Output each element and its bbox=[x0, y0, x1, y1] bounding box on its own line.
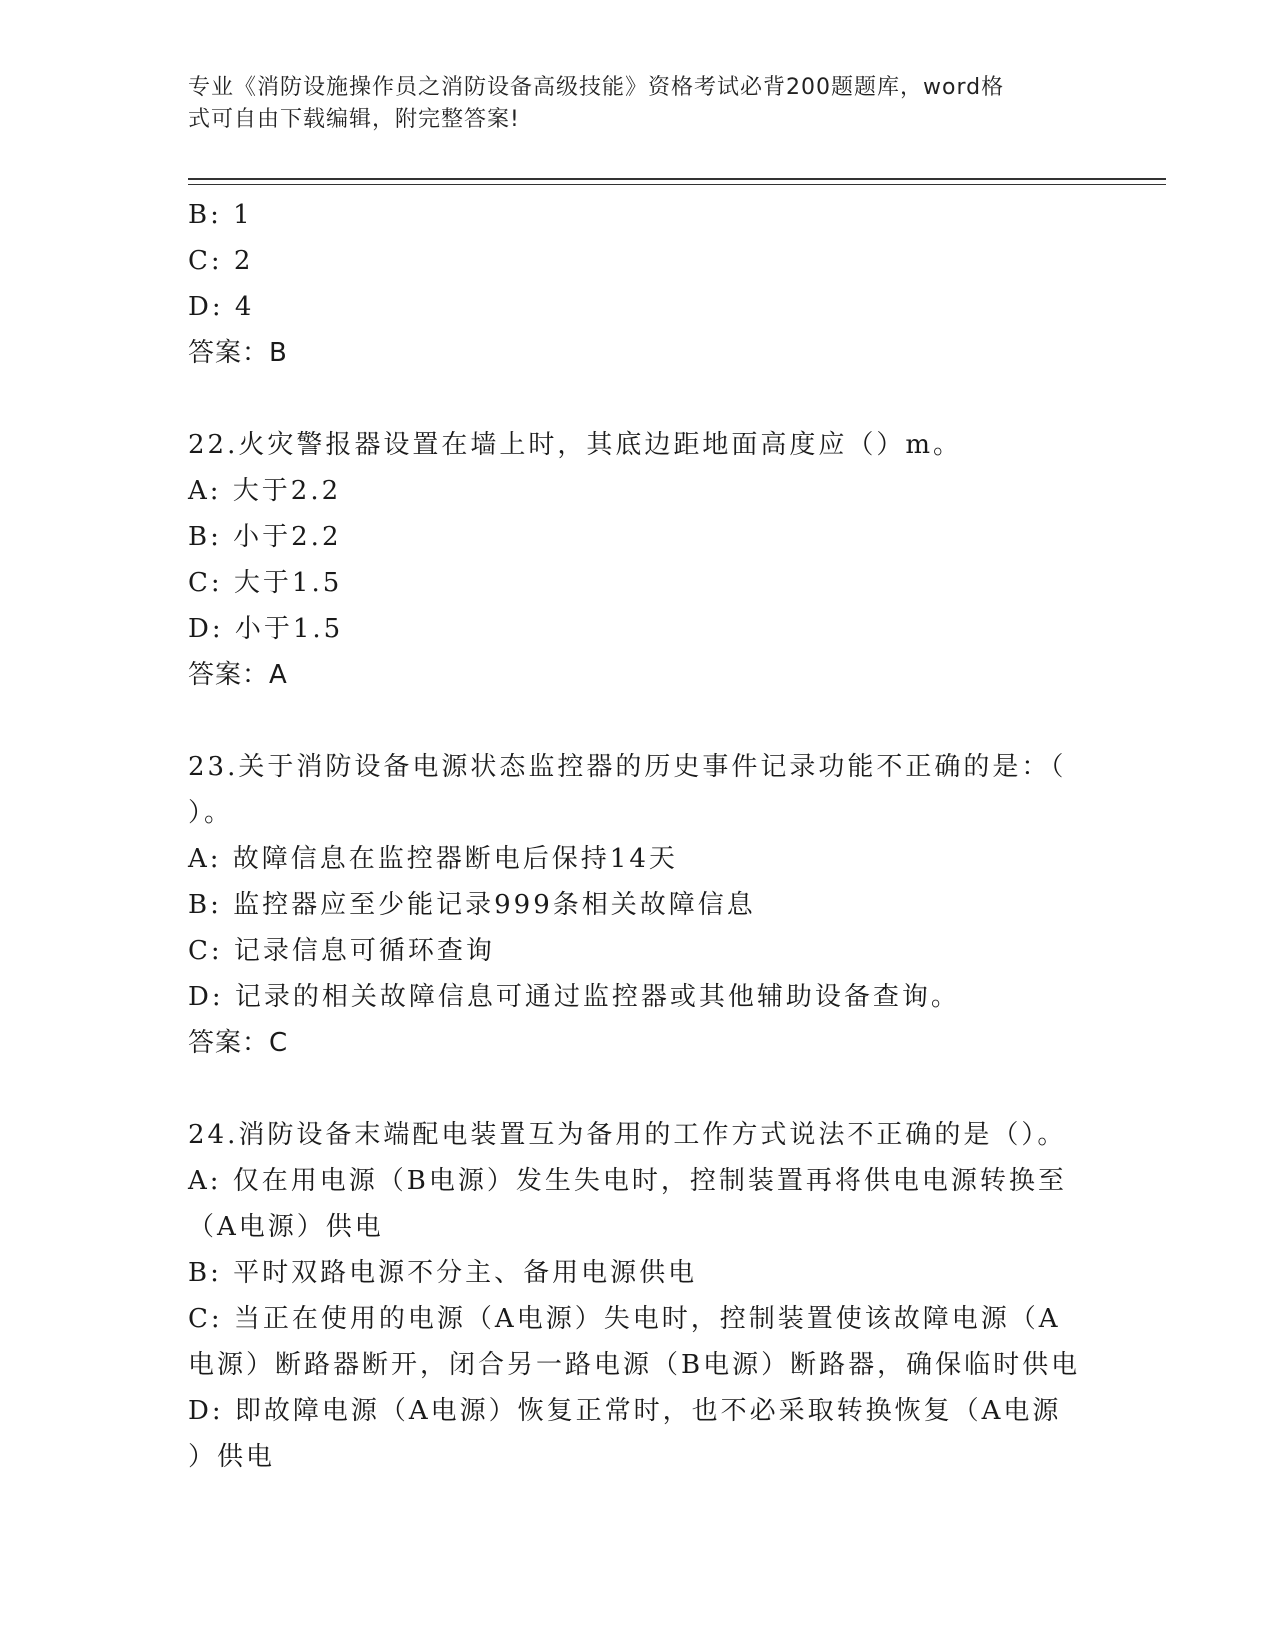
option-c: C: 记录信息可循环查询 bbox=[188, 936, 495, 966]
question-text-line-2: ）。 bbox=[188, 798, 234, 828]
header-divider-thin bbox=[188, 184, 1166, 185]
option-b: B: 1 bbox=[188, 200, 253, 230]
option-c: C: 大于1.5 bbox=[188, 568, 343, 598]
question-text-line-1: 23.关于消防设备电源状态监控器的历史事件记录功能不正确的是：（ bbox=[188, 752, 1067, 782]
option-d-line-1: D: 即故障电源（A电源）恢复正常时，也不必采取转换恢复（A电源 bbox=[188, 1396, 1062, 1426]
option-d: D: 小于1.5 bbox=[188, 614, 344, 644]
option-b: B: 监控器应至少能记录999条相关故障信息 bbox=[188, 890, 756, 920]
answer-label: 答案：A bbox=[188, 660, 288, 690]
spacer bbox=[188, 698, 1088, 744]
option-c-line-2: 电源）断路器断开，闭合另一路电源（B电源）断路器，确保临时供电 bbox=[188, 1350, 1081, 1380]
spacer bbox=[188, 376, 1088, 422]
question-text: 22.火灾警报器设置在墙上时，其底边距地面高度应（）m。 bbox=[188, 430, 963, 460]
option-a-line-2: （A电源）供电 bbox=[188, 1212, 384, 1242]
option-d: D: 4 bbox=[188, 292, 255, 322]
option-b: B: 小于2.2 bbox=[188, 522, 342, 552]
option-d-line-2: ）供电 bbox=[188, 1442, 276, 1472]
header-line-2: 式可自由下载编辑，附完整答案! bbox=[188, 107, 520, 132]
header-divider-thick bbox=[188, 178, 1166, 180]
question-list bbox=[188, 192, 1088, 1480]
question-24 bbox=[188, 1112, 1088, 1480]
option-a-line-1: A: 仅在用电源（B电源）发生失电时，控制装置再将供电电源转换至 bbox=[188, 1166, 1067, 1196]
answer-label: 答案：B bbox=[188, 338, 288, 368]
option-c-line-1: C: 当正在使用的电源（A电源）失电时，控制装置使该故障电源（A bbox=[188, 1304, 1061, 1334]
option-b: B: 平时双路电源不分主、备用电源供电 bbox=[188, 1258, 698, 1288]
page-header bbox=[188, 72, 1068, 136]
question-21-tail bbox=[188, 192, 1088, 376]
spacer bbox=[188, 1066, 1088, 1112]
header-line-1: 专业《消防设施操作员之消防设备高级技能》资格考试必背200题题库，word格 bbox=[188, 75, 1005, 100]
option-a: A: 大于2.2 bbox=[188, 476, 342, 506]
question-23 bbox=[188, 744, 1088, 1066]
answer-label: 答案：C bbox=[188, 1028, 289, 1058]
question-22 bbox=[188, 422, 1088, 698]
question-text: 24.消防设备末端配电装置互为备用的工作方式说法不正确的是（）。 bbox=[188, 1120, 1067, 1150]
option-d: D: 记录的相关故障信息可通过监控器或其他辅助设备查询。 bbox=[188, 982, 960, 1012]
option-a: A: 故障信息在监控器断电后保持14天 bbox=[188, 844, 678, 874]
option-c: C: 2 bbox=[188, 246, 254, 276]
